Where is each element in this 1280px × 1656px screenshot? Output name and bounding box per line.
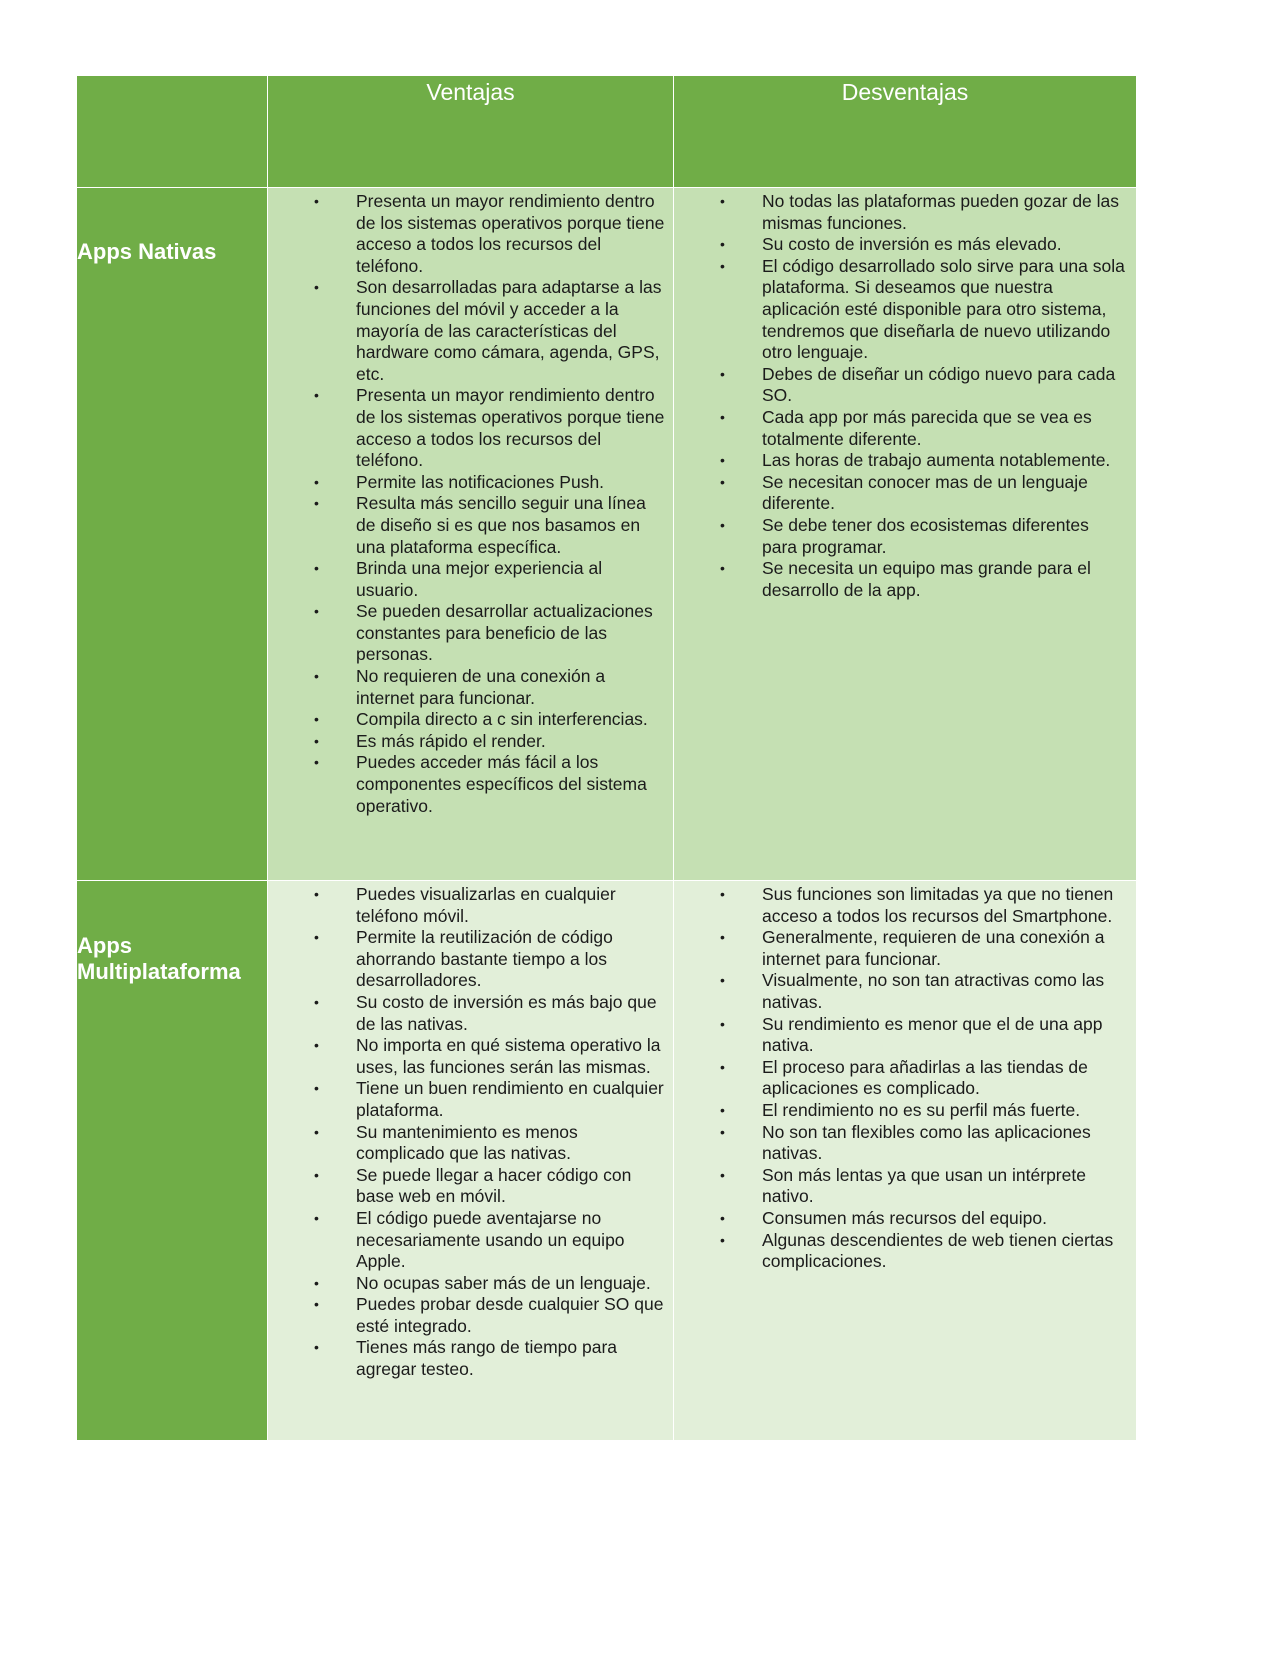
list-item-text: Su costo de inversión es más bajo que de las nativas.: [356, 991, 657, 1034]
list-item-text: Se debe tener dos ecosistemas diferentes para programar.: [762, 514, 1089, 557]
list-item-text: No ocupas saber más de un lenguaje.: [356, 1272, 651, 1293]
list-item: [268, 1035, 673, 1078]
list-item: [268, 1165, 673, 1208]
cell-nativas-desventajas: [674, 188, 1137, 881]
row-label-apps-nativas: Apps Nativas: [77, 188, 268, 881]
list-item: [268, 709, 673, 731]
bullet-icon: •: [314, 711, 319, 728]
bullet-icon: •: [314, 732, 319, 749]
list-item-text: Consumen más recursos del equipo.: [762, 1207, 1048, 1228]
list-item: [674, 927, 1136, 970]
list-item: [674, 1100, 1136, 1122]
list-item-text: Las horas de trabajo aumenta notablemente.: [762, 450, 1111, 471]
bullet-icon: •: [720, 516, 725, 533]
bullet-icon: •: [720, 1101, 725, 1118]
list-item: [268, 1273, 673, 1295]
list-item: [268, 558, 673, 601]
list-item: [268, 992, 673, 1035]
list-item: [268, 1208, 673, 1273]
list-item: [674, 407, 1136, 450]
header-cell-ventajas: [268, 76, 674, 188]
list-item-text: Se necesitan conocer mas de un lenguaje diferente.: [762, 471, 1088, 514]
list-item-text: Puedes acceder más fácil a los componentes específicos del sistema operativo.: [356, 752, 647, 816]
list-item-text: Son desarrolladas para adaptarse a las funciones del móvil y acceder a la mayoría de las características del hardware como cámara, agenda, GPS, etc.: [356, 277, 662, 384]
bullet-icon: •: [720, 1015, 725, 1032]
bullet-icon: •: [314, 560, 319, 577]
list-item-text: Generalmente, requieren de una conexión a internet para funcionar.: [762, 927, 1105, 969]
header-cell-empty: [77, 76, 268, 188]
list-item: [674, 1014, 1136, 1057]
header-ventajas-text: Ventajas: [426, 79, 515, 105]
bullet-icon: •: [314, 1296, 319, 1313]
table-row-apps-multiplataforma: [77, 881, 1137, 1441]
bullet-icon: •: [314, 1166, 319, 1183]
list-item-text: No requieren de una conexión a internet para funcionar.: [356, 666, 606, 708]
bullet-icon: •: [720, 929, 725, 946]
list-item-text: Visualmente, no son tan atractivas como las nativas.: [762, 970, 1105, 1012]
header-cell-desventajas: [674, 76, 1137, 188]
list-item: [674, 191, 1136, 234]
list-item-text: Su mantenimiento es menos complicado que las nativas.: [356, 1121, 578, 1164]
list-item-text: Sus funciones son limitadas ya que no tienen acceso a todos los recursos del Smartphone.: [762, 884, 1114, 926]
list-item-text: Permite la reutilización de código ahorrando bastante tiempo a los desarrolladores.: [356, 927, 613, 991]
bullet-icon: •: [720, 193, 725, 209]
bullet-icon: •: [720, 886, 725, 902]
bullet-icon: •: [314, 929, 319, 946]
list-item: [674, 970, 1136, 1013]
cell-multiplataforma-ventajas: [268, 881, 674, 1441]
list-item: [674, 515, 1136, 558]
list-item: [674, 884, 1136, 927]
list-item: [674, 1230, 1136, 1273]
bullet-icon: •: [314, 193, 319, 209]
bullet-icon: •: [314, 886, 319, 902]
bullet-icon: •: [720, 1231, 725, 1248]
list-item: [268, 884, 673, 927]
bullet-icon: •: [720, 236, 725, 253]
list-multiplataforma-desventajas: [674, 881, 1136, 1273]
list-item-text: El proceso para añadirlas a las tiendas de aplicaciones es complicado.: [762, 1056, 1088, 1099]
bullet-icon: •: [314, 279, 319, 296]
list-item: [268, 731, 673, 753]
cell-multiplataforma-desventajas: [674, 881, 1137, 1441]
bullet-icon: •: [720, 408, 725, 425]
table-header-row: [77, 76, 1137, 188]
list-item-text: Algunas descendientes de web tienen ciertas complicaciones.: [762, 1229, 1114, 1272]
list-item-text: Permite las notificaciones Push.: [356, 471, 605, 492]
list-item-text: Debes de diseñar un código nuevo para cada SO.: [762, 363, 1116, 406]
header-corner-text: [77, 76, 267, 79]
list-item-text: No son tan flexibles como las aplicaciones nativas.: [762, 1121, 1091, 1164]
bullet-icon: •: [720, 1209, 725, 1226]
bullet-icon: •: [314, 1209, 319, 1226]
list-item: [268, 493, 673, 558]
list-nativas-ventajas: [268, 188, 673, 817]
list-item: [268, 666, 673, 709]
list-item: [268, 1337, 673, 1380]
comparison-table: [76, 75, 1137, 1441]
bullet-icon: •: [720, 1166, 725, 1183]
list-item-text: Es más rápido el render.: [356, 730, 546, 751]
bullet-icon: •: [720, 257, 725, 274]
bullet-icon: •: [314, 1123, 319, 1140]
list-item-text: Su costo de inversión es más elevado.: [762, 234, 1062, 255]
list-item-text: Tienes más rango de tiempo para agregar testeo.: [356, 1337, 618, 1380]
bullet-icon: •: [720, 473, 725, 490]
bullet-icon: •: [720, 560, 725, 577]
bullet-icon: •: [314, 1037, 319, 1054]
list-item: [268, 1122, 673, 1165]
bullet-icon: •: [314, 1080, 319, 1097]
list-multiplataforma-ventajas: [268, 881, 673, 1381]
list-item: [674, 558, 1136, 601]
list-item-text: El rendimiento no es su perfil más fuerte.: [762, 1099, 1081, 1120]
header-desventajas-text: Desventajas: [841, 79, 969, 105]
list-item: [268, 1294, 673, 1337]
bullet-icon: •: [314, 495, 319, 512]
list-item-text: El código puede aventajarse no necesariamente usando un equipo Apple.: [356, 1207, 625, 1272]
list-item-text: Compila directo a c sin interferencias.: [356, 709, 648, 730]
list-item: [674, 450, 1136, 472]
list-item-text: Se puede llegar a hacer código con base web en móvil.: [356, 1164, 632, 1207]
bullet-icon: •: [314, 754, 319, 771]
list-item-text: Son más lentas ya que usan un intérprete nativo.: [762, 1164, 1086, 1207]
list-item: [268, 385, 673, 471]
bullet-icon: •: [720, 972, 725, 989]
list-item: [674, 1165, 1136, 1208]
bullet-icon: •: [720, 1058, 725, 1075]
list-item: [674, 472, 1136, 515]
bullet-icon: •: [314, 387, 319, 404]
list-item-text: Puedes probar desde cualquier SO que esté integrado.: [356, 1294, 664, 1336]
list-item: [268, 752, 673, 817]
list-item: [268, 472, 673, 494]
list-item: [268, 277, 673, 385]
list-item-text: El código desarrollado solo sirve para una sola plataforma. Si deseamos que nuestra aplicación esté disponible para otro sistema, tendremos que diseñarla de nuevo utilizando otro lenguaje.: [762, 255, 1125, 363]
list-item-text: Resulta más sencillo seguir una línea de diseño si es que nos basamos en una plataforma específica.: [356, 493, 646, 557]
cell-nativas-ventajas: [268, 188, 674, 881]
list-item-text: Puedes visualizarlas en cualquier teléfono móvil.: [356, 884, 616, 926]
list-item-text: Presenta un mayor rendimiento dentro de los sistemas operativos porque tiene acceso a todos los recursos del teléfono.: [356, 385, 665, 471]
list-item: [268, 601, 673, 666]
list-item: [268, 191, 673, 277]
table-row-apps-nativas: [77, 188, 1137, 881]
list-item-text: Se pueden desarrollar actualizaciones constantes para beneficio de las personas.: [356, 601, 653, 665]
bullet-icon: •: [314, 668, 319, 685]
bullet-icon: •: [314, 1274, 319, 1291]
list-item: [674, 1122, 1136, 1165]
bullet-icon: •: [314, 1339, 319, 1356]
list-item: [268, 1078, 673, 1121]
bullet-icon: •: [314, 473, 319, 490]
bullet-icon: •: [314, 603, 319, 620]
list-nativas-desventajas: [674, 188, 1136, 601]
bullet-icon: •: [720, 1123, 725, 1140]
row-label-apps-multiplataforma: Apps Multiplataforma: [77, 881, 268, 1441]
list-item-text: Se necesita un equipo mas grande para el desarrollo de la app.: [762, 558, 1091, 600]
list-item-text: Cada app por más parecida que se vea es totalmente diferente.: [762, 406, 1092, 449]
list-item: [674, 1057, 1136, 1100]
list-item-text: Brinda una mejor experiencia al usuario.: [356, 558, 603, 600]
bullet-icon: •: [720, 365, 725, 382]
list-item-text: No todas las plataformas pueden gozar de las mismas funciones.: [762, 191, 1120, 233]
list-item-text: Presenta un mayor rendimiento dentro de los sistemas operativos porque tiene acceso a todos los recursos del teléfono.: [356, 191, 665, 276]
list-item: [674, 364, 1136, 407]
list-item-text: Tiene un buen rendimiento en cualquier plataforma.: [356, 1078, 664, 1120]
bullet-icon: •: [720, 452, 725, 469]
list-item-text: Su rendimiento es menor que el de una app nativa.: [762, 1013, 1103, 1056]
list-item: [268, 927, 673, 992]
bullet-icon: •: [314, 993, 319, 1010]
list-item-text: No importa en qué sistema operativo la uses, las funciones serán las mismas.: [356, 1035, 661, 1077]
list-item: [674, 1208, 1136, 1230]
list-item: [674, 256, 1136, 364]
list-item: [674, 234, 1136, 256]
